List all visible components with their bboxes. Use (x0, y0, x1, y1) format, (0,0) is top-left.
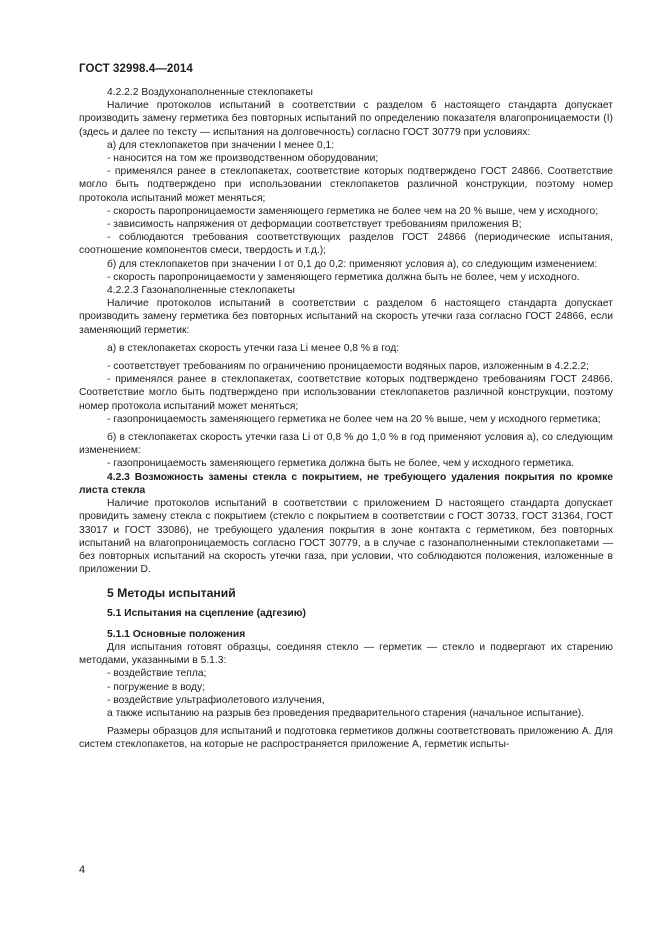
document-body (79, 86, 613, 752)
paragraph: 5 Методы испытаний (107, 586, 236, 601)
paragraph: - погружение в воду; (107, 681, 206, 693)
paragraph: - применялся ранее в стеклопакетах, соответствие которых подтверждено требованиям ГОСТ 24866. Соответствие могло быть подтверждено при использовании стеклопакетов различной конструкции, поэтому номер протокола испытаний может меняться; (79, 374, 613, 412)
paragraph: 4.2.3 Возможность замены стекла с покрытием, не требующего удаления покрытия по кромке листа стекла (79, 471, 613, 496)
paragraph: Наличие протоколов испытаний в соответствии с разделом 6 настоящего стандарта допускает производить замену герметика без повторных испытаний на скорость утечки газа согласно ГОСТ 24866, если заменяющий герметик: (79, 298, 613, 336)
document-header: ГОСТ 32998.4—2014 (79, 63, 193, 75)
paragraph: - воздействие ультрафиолетового излучения, (107, 694, 325, 706)
page-number: 4 (79, 864, 86, 876)
paragraph: - применялся ранее в стеклопакетах, соответствие которых подтверждено ГОСТ 24866. Соответствие могло быть подтверждено при использовании стеклопакетов различной конструкции, поэтому номер протокола испытаний может меняться; (79, 166, 613, 204)
paragraph: б) для стеклопакетов при значении I от 0,1 до 0,2: применяют условия а), со следующим изменением: (107, 258, 598, 270)
paragraph: - воздействие тепла; (107, 668, 207, 680)
paragraph: - зависимость напряжения от деформации соответствует требованиям приложения В; (107, 219, 522, 231)
paragraph: - газопроницаемость заменяющего герметика должна быть не более, чем у исходного герметика. (107, 458, 575, 470)
paragraph: б) в стеклопакетах скорость утечки газа Li от 0,8 % до 1,0 % в год применяют условия а), со следующим изменением: (79, 432, 613, 457)
paragraph: Наличие протоколов испытаний в соответствии с приложением D настоящего стандарта допускает провидить замену стекла с покрытием (стекло с покрытием в соответствии с ГОСТ 30733, ГОСТ 31364, ГОСТ 33017 и ГОСТ 33086), не требующего удаления покрытия в зоне контакта с герметиком, без повторных испытаний на влагопроницаемость согласно ГОСТ 30779, а в случае с газонаполненными стеклопакетами — без повторных испытаний на скорость утечки газа, при условии, что соблюдаются положения, изложенные в приложении D. (79, 498, 613, 576)
paragraph: 5.1 Испытания на сцепление (адгезию) (107, 607, 306, 619)
paragraph: - соответствует требованиям по ограничению проницаемости водяных паров, изложенным в 4.2.2.2; (107, 361, 589, 373)
paragraph: - соблюдаются требования соответствующих разделов ГОСТ 24866 (периодические испытания, соотношение компонентов смеси, твердость и т.д.); (79, 232, 613, 257)
paragraph: а) в стеклопакетах скорость утечки газа Li менее 0,8 % в год: (107, 342, 400, 354)
paragraph: а) для стеклопакетов при значении I менее 0,1: (107, 139, 335, 151)
paragraph: - скорость паропроницаемости заменяющего герметика не более чем на 20 % выше, чем у исходного; (107, 205, 599, 217)
paragraph: Наличие протоколов испытаний в соответствии с разделом 6 настоящего стандарта допускает производить замену герметика без повторных испытаний по определению показателя влагопроницаемости (I) (здесь и далее по тексту — испытания на долговечность) согласно ГОСТ 30779 при условиях: (79, 100, 613, 138)
paragraph: - наносится на том же производственном оборудовании; (107, 153, 379, 165)
paragraph: - скорость паропроницаемости у заменяющего герметика должна быть не более, чем у исходного. (107, 271, 580, 283)
paragraph: Для испытания готовят образцы, соединяя стекло — герметик — стекло и подвергают их старению методами, указанными в 5.1.3: (79, 641, 613, 667)
paragraph: а также испытанию на разрыв без проведения предварительного старения (начальное испытание). (107, 707, 585, 719)
paragraph: 4.2.2.2 Воздухонаполненные стеклопакеты (107, 87, 313, 98)
paragraph: 4.2.2.3 Газонаполненные стеклопакеты (107, 285, 295, 297)
paragraph: 5.1.1 Основные положения (107, 628, 246, 640)
paragraph: - газопроницаемость заменяющего герметика не более чем на 20 % выше, чем у исходного герметика; (107, 413, 601, 425)
paragraph: Размеры образцов для испытаний и подготовка герметиков должны соответствовать приложению А. Для систем стеклопакетов, на которые не распространяется приложение А, герметик испыты- (79, 726, 613, 751)
